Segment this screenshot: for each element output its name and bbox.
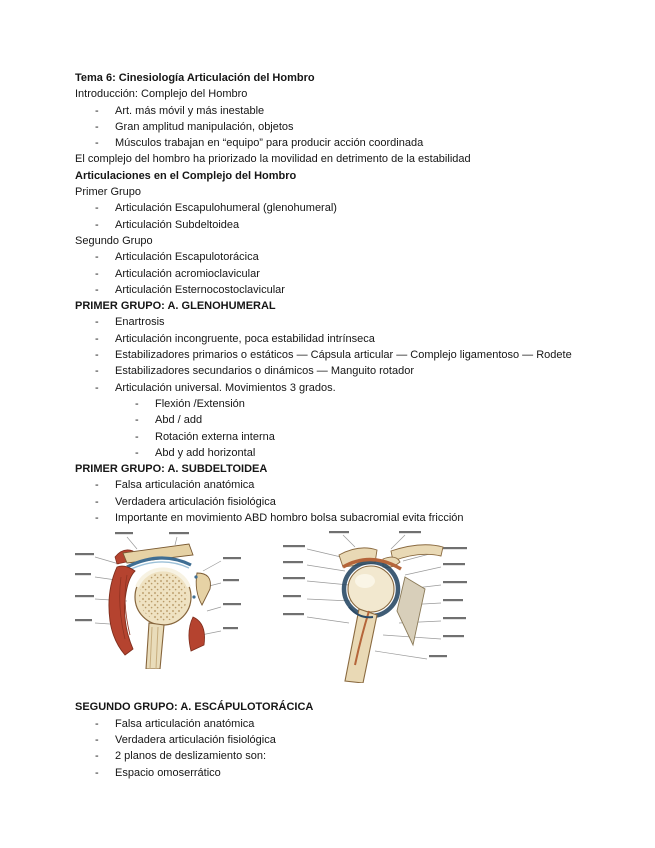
bullet-text: Músculos trabajan en “equipo” para producir acción coordinada	[115, 137, 424, 150]
bullet-item	[75, 135, 580, 151]
bullet-text: Articulación Escapulohumeral (glenohumeral)	[115, 202, 337, 215]
figure-row	[75, 531, 580, 683]
bullet-text: Articulación Esternocostoclavicular	[115, 283, 285, 296]
bullet-dash: -	[95, 349, 99, 362]
bullet-dash: -	[95, 332, 99, 345]
bullet-dash: -	[95, 495, 99, 508]
bullet-item	[75, 363, 580, 379]
bullet-dash: -	[135, 430, 139, 443]
bullet-text: Verdadera articulación fisiológica	[115, 733, 276, 746]
bullet-text: 2 planos de deslizamiento son:	[115, 750, 267, 763]
bullet-dash: -	[135, 414, 139, 427]
bullet-text: Gran amplitud manipulación, objetos	[115, 120, 294, 133]
bullet-dash: -	[95, 717, 99, 730]
bullet-text: Articulación acromioclavicular	[115, 267, 260, 280]
bullet-text: Falsa articulación anatómica	[115, 479, 255, 492]
bullet-dash: -	[95, 479, 99, 492]
bullet-item	[75, 380, 580, 396]
bullet-text: Articulación Subdeltoidea	[115, 218, 240, 231]
bullet-dash: -	[95, 766, 99, 779]
bullet-dash: -	[135, 446, 139, 459]
bullet-dash: -	[95, 733, 99, 746]
paragraph: Primer Grupo	[75, 186, 142, 199]
bullet-item	[75, 103, 580, 119]
document-content	[75, 70, 580, 781]
sub-bullet-item	[75, 445, 580, 461]
bullet-text: Enartrosis	[115, 316, 165, 329]
content-top	[75, 70, 580, 526]
bullet-dash: -	[95, 365, 99, 378]
sub-bullet-item	[75, 412, 580, 428]
section-heading: PRIMER GRUPO: A. SUBDELTOIDEA	[75, 463, 268, 476]
bullet-text: Estabilizadores primarios o estáticos — Cápsula articular — Complejo ligamentoso — Rodete	[115, 349, 572, 362]
bullet-item	[75, 748, 580, 764]
shoulder-anterior-view-figure	[279, 531, 484, 683]
bullet-item	[75, 331, 580, 347]
bullet-dash: -	[95, 202, 99, 215]
bullet-dash: -	[95, 137, 99, 150]
bullet-item	[75, 200, 580, 216]
shoulder-coronal-section-figure	[75, 531, 243, 669]
bullet-dash: -	[95, 251, 99, 264]
bullet-text: Importante en movimiento ABD hombro bolsa subacromial evita fricción	[115, 512, 464, 525]
bullet-text: Articulación Escapulotorácica	[115, 251, 259, 264]
bullet-dash: -	[135, 397, 139, 410]
bullet-dash: -	[95, 283, 99, 296]
bullet-item	[75, 347, 580, 363]
bullet-item	[75, 217, 580, 233]
bullet-item	[75, 765, 580, 781]
bullet-text: Articulación incongruente, poca estabilidad intrínseca	[115, 332, 375, 345]
bullet-text: Espacio omoserrático	[115, 766, 221, 779]
bullet-item	[75, 282, 580, 298]
bullet-text: Abd / add	[155, 414, 203, 427]
bullet-item	[75, 249, 580, 265]
bullet-item	[75, 119, 580, 135]
paragraph: Segundo Grupo	[75, 234, 153, 247]
bullet-item	[75, 494, 580, 510]
bullet-dash: -	[95, 218, 99, 231]
bullet-text: Articulación universal. Movimientos 3 grados.	[115, 381, 336, 394]
bullet-dash: -	[95, 267, 99, 280]
paragraph: Introducción: Complejo del Hombro	[75, 88, 248, 101]
section-heading: SEGUNDO GRUPO: A. ESCÁPULOTORÁCICA	[75, 701, 314, 714]
section-heading: PRIMER GRUPO: A. GLENOHUMERAL	[75, 300, 276, 313]
bullet-text: Flexión /Extensión	[155, 397, 245, 410]
bullet-text: Verdadera articulación fisiológica	[115, 495, 276, 508]
bullet-text: Abd y add horizontal	[155, 446, 256, 459]
bullet-dash: -	[95, 512, 99, 525]
content-bottom	[75, 699, 580, 780]
bullet-item	[75, 716, 580, 732]
section-heading: Articulaciones en el Complejo del Hombro	[75, 169, 297, 182]
paragraph: El complejo del hombro ha priorizado la movilidad en detrimento de la estabilidad	[75, 153, 471, 166]
bullet-item	[75, 477, 580, 493]
bullet-item	[75, 732, 580, 748]
bullet-dash: -	[95, 381, 99, 394]
sub-bullet-item	[75, 429, 580, 445]
sub-bullet-item	[75, 396, 580, 412]
bullet-dash: -	[95, 750, 99, 763]
bullet-text: Art. más móvil y más inestable	[115, 104, 265, 117]
bullet-item	[75, 266, 580, 282]
bullet-dash: -	[95, 104, 99, 117]
bullet-text: Falsa articulación anatómica	[115, 717, 255, 730]
bullet-dash: -	[95, 316, 99, 329]
bullet-item	[75, 314, 580, 330]
bullet-text: Estabilizadores secundarios o dinámicos — Manguito rotador	[115, 365, 414, 378]
bullet-item	[75, 510, 580, 526]
bullet-text: Rotación externa interna	[155, 430, 275, 443]
document-title: Tema 6: Cinesiología Articulación del Hombro	[75, 72, 315, 84]
bullet-dash: -	[95, 120, 99, 133]
